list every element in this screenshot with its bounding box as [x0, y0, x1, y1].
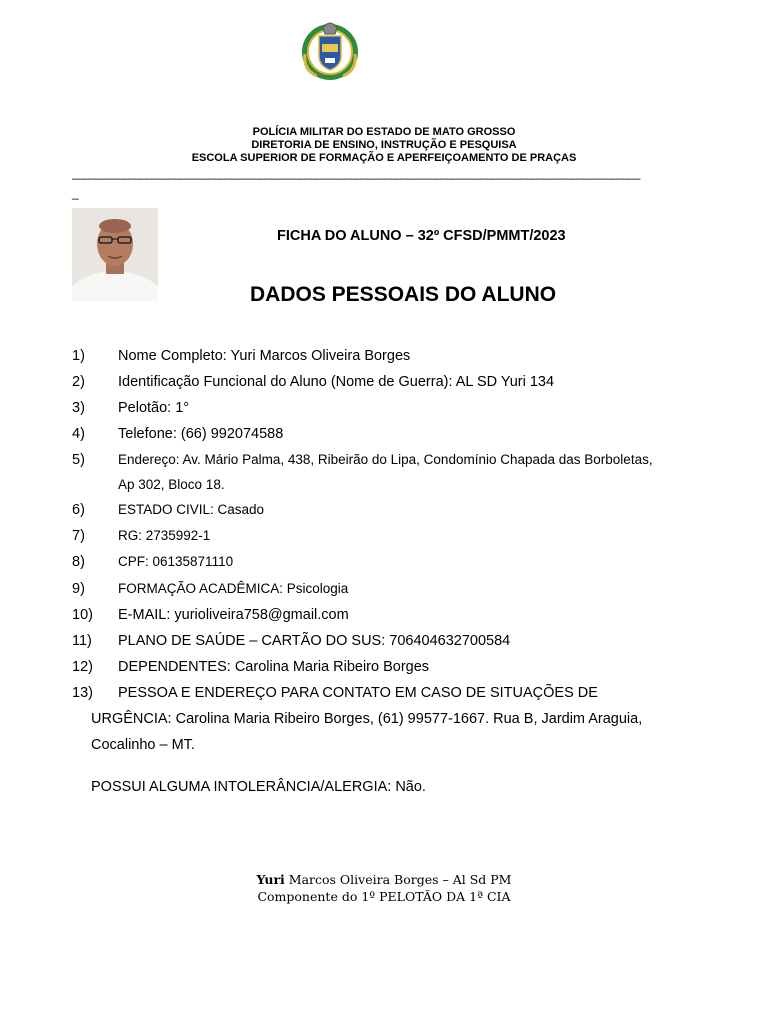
item-number: 1): [72, 348, 85, 364]
signature-name-bold: Yuri: [256, 872, 285, 887]
signature-unit: Componente do 1º PELOTÃO DA 1ª CIA: [257, 889, 511, 904]
item-number: 9): [72, 581, 85, 597]
item-text: E-MAIL: yurioliveira758@gmail.com: [118, 607, 349, 623]
item-text: FORMAÇÃO ACADÊMICA: Psicologia: [118, 581, 349, 596]
item-text: RG: 2735992-1: [118, 528, 211, 543]
item-number: 3): [72, 400, 85, 416]
item-text-continued: Cocalinho – MT.: [91, 737, 195, 753]
item-number: 7): [72, 528, 85, 544]
item-text: Telefone: (66) 992074588: [118, 426, 284, 442]
pmmt-crest-logo: [295, 14, 365, 84]
header-rule-tail: _: [72, 186, 79, 200]
item-text-continued: URGÊNCIA: Carolina Maria Ribeiro Borges, (61) 99577-1667. Rua B, Jardim Araguia,: [91, 711, 643, 727]
item-text: PESSOA E ENDEREÇO PARA CONTATO EM CASO DE SITUAÇÕES DE: [118, 685, 598, 701]
item-number: 2): [72, 374, 85, 390]
item-text: Endereço: Av. Mário Palma, 438, Ribeirão do Lipa, Condomínio Chapada das Borboletas,: [118, 452, 653, 467]
item-number: 4): [72, 426, 85, 442]
item-text: DEPENDENTES: Carolina Maria Ribeiro Borges: [118, 659, 430, 675]
section-title: DADOS PESSOAIS DO ALUNO: [250, 283, 557, 306]
item-number: 11): [72, 633, 92, 649]
item-number: 10): [72, 607, 93, 623]
header-line-3: ESCOLA SUPERIOR DE FORMAÇÃO E APERFEIÇOAMENTO DE PRAÇAS: [191, 152, 577, 164]
allergy-line: POSSUI ALGUMA INTOLERÂNCIA/ALERGIA: Não.: [91, 779, 426, 795]
ficha-title: FICHA DO ALUNO – 32º CFSD/PMMT/2023: [277, 228, 566, 244]
item-number: 6): [72, 502, 85, 518]
header-line-1: POLÍCIA MILITAR DO ESTADO DE MATO GROSSO: [252, 126, 516, 138]
item-number: 13): [72, 685, 93, 701]
item-number: 8): [72, 554, 85, 570]
item-number: 12): [72, 659, 93, 675]
item-text-continued: Ap 302, Bloco 18.: [118, 477, 225, 492]
item-text: PLANO DE SAÚDE – CARTÃO DO SUS: 706404632700584: [118, 633, 511, 649]
item-text: Pelotão: 1°: [118, 400, 190, 416]
student-photo: [72, 208, 158, 301]
signature-name-rest: Marcos Oliveira Borges – Al Sd PM: [284, 872, 512, 887]
item-text: CPF: 06135871110: [118, 554, 234, 569]
header-line-2: DIRETORIA DE ENSINO, INSTRUÇÃO E PESQUISA: [251, 139, 517, 151]
header-rule: ____________________________________________________________________________________________________: [72, 166, 640, 180]
item-text: Identificação Funcional do Aluno (Nome de Guerra): AL SD Yuri 134: [118, 374, 555, 390]
item-text: ESTADO CIVIL: Casado: [118, 502, 265, 517]
item-text: Nome Completo: Yuri Marcos Oliveira Borges: [118, 348, 411, 364]
item-number: 5): [72, 452, 85, 468]
signature-name: [0, 872, 768, 887]
